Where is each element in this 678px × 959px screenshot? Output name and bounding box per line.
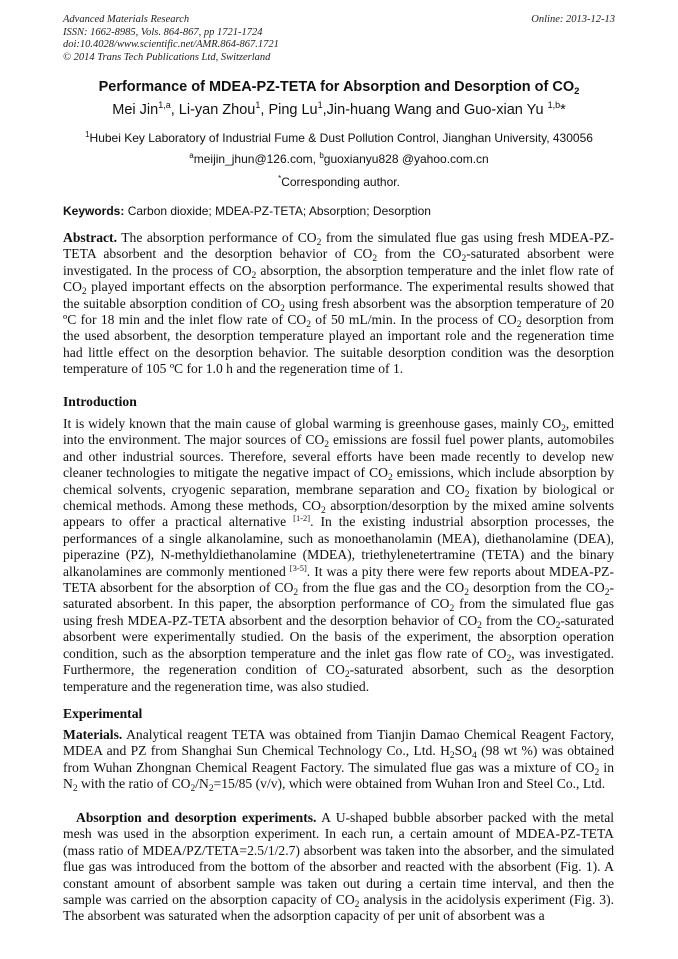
title-main: Performance of MDEA-PZ-TETA for Absorption and Desorption of CO [98, 79, 575, 95]
absorption-paragraph [63, 810, 614, 925]
journal-name: Advanced Materials Research [63, 14, 190, 25]
title-subscript: 2 [574, 86, 580, 97]
author-separator: , [170, 102, 179, 118]
email-mark-b: b [319, 151, 324, 160]
copyright-line: © 2014 Trans Tech Publications Ltd, Switzerland [63, 51, 271, 63]
keywords [63, 203, 623, 219]
keywords-text: Carbon dioxide; MDEA-PZ-TETA; Absorption; Desorption [124, 204, 431, 218]
author-list [40, 100, 638, 120]
introduction-text: It is widely known that the main cause of global warming is greenhouse gases, mainly $CO_2$, emitted into the environment. The major sources of $CO_2$ emissions are fossil fuel power plants, automobiles and other industrial sources. Therefore, several efforts have been made recently to develop new cleaner technologies to mitigate the negative impact of $CO_2$ emissions, which include absorption by chemical solvents, cryogenic separation, membrane separation and $CO_2$ fixation by biological or chemical methods. Among these methods, $CO_2$ absorption/desorption by the mixed amine solvents appears to offer a practical alternative [1-2]. In the existing industrial absorption processes, the performances of a single alkanolamine, such as monoethanolamin (MEA), diethanolamine (DEA), piperazine (PZ), N-methyldiethanolamine (MDEA), triethylenetertramine (TETA) and the binary alkanolamines are commonly mentioned [3-5]. It was a pity there were few reports about MDEA-PZ-TETA absorbent for the absorption of $CO_2$ from the flue gas and the $CO_2$ desorption from the $CO_2$-saturated absorbent. In this paper, the absorption performance of $CO_2$ from the simulated flue gas using fresh MDEA-PZ-TETA absorbent and the desorption behavior of $CO_2$ from the $CO_2$-saturated absorbent were experimentally studied. On the basis of the experiment, the absorption operation condition, such as the absorption temperature and the inlet gas flow rate of $CO_2$, was investigated. Furthermore, the regeneration condition of $CO_2$-saturated absorbent, such as the desorption temperature and the regeneration time, was also studied. [63, 416, 615, 694]
introduction-heading: Introduction [63, 394, 137, 409]
author-name: Li-yan Zhou [178, 102, 256, 118]
issn-line: ISSN: 1662-8985, Vols. 864-867, pp 1721-1724 [63, 26, 263, 38]
materials-text: Analytical reagent TETA was obtained from Tianjin Damao Chemical Reagent Factory, MDEA and PZ from Shanghai Sun Chemical Technology Co., Ltd. $H_2SO_4$ (98 wt %) was obtained from Wuhan Zhongnan Chemical Reagent Factory. The simulated flue gas was a mixture of $CO_2$ in $N_2$ with the ratio of $CO_2/N_2=15/85$ (v/v), which were obtained from Wuhan Iron and Steel Co., Ltd. [63, 727, 615, 795]
absorption-text: A U-shaped bubble absorber packed with the metal mesh was used in the absorption experiment. In each run, a certain amount of MDEA-PZ-TETA (mass ratio of MDEA/PZ/TETA=2.5/1/2.7) absorbent was taken into the absorber, and the simulated flue gas was introduced from the bottom of the absorber and reacted with the absorbent (Fig. 1). A constant amount of absorbent sample was taken out during a certain time interval, and then the sample was carried on the absorption capacity of $CO_2$ analysis in the acidolysis experiment (Fig. 3). The absorbent was saturated when the adsorption capacity of per unit of absorbent was a [63, 810, 615, 924]
author-separator: and [431, 102, 464, 118]
materials-paragraph [63, 727, 614, 793]
corresponding-mark: * [278, 174, 282, 183]
author-affil-mark: 1 [317, 100, 323, 110]
paper-title [40, 78, 638, 96]
email-b: guoxianyu828 @yahoo.com.cn [323, 152, 489, 166]
experimental-heading: Experimental [63, 706, 143, 721]
email-mark-a: a [189, 151, 194, 160]
abstract-label: Abstract. [63, 230, 117, 245]
author-name: Ping Lu [268, 102, 318, 118]
online-date: Online: 2013-12-13 [531, 14, 615, 25]
affiliation-mark: 1 [85, 130, 90, 139]
abstract [63, 230, 614, 378]
affiliation [40, 130, 638, 146]
corresponding-text: Corresponding author. [281, 175, 400, 189]
author-emails [40, 151, 638, 167]
keywords-label: Keywords: [63, 204, 125, 218]
author-name: Guo-xian Yu [463, 102, 544, 118]
author-separator: , [322, 102, 327, 118]
absorption-label: Absorption and desorption experiments. [76, 810, 317, 825]
author-affil-mark: 1,b [547, 100, 561, 110]
author-affil-mark: 1 [255, 100, 261, 110]
author-affil-mark: 1,a [158, 100, 171, 110]
author-name: Jin-huang Wang [326, 102, 432, 118]
email-a: meijin_jhun@126.com, [193, 152, 320, 166]
journal-header [63, 14, 443, 64]
doi-line: doi:10.4028/www.scientific.net/AMR.864-867.1721 [63, 39, 279, 50]
affiliation-text: Hubei Key Laboratory of Industrial Fume & Dust Pollution Control, Jianghan University, 430056 [89, 131, 593, 145]
corresponding-author-note [40, 174, 638, 190]
author-separator: , [260, 102, 269, 118]
corresponding-star: * [560, 102, 566, 118]
abstract-text: The absorption performance of $CO_2$ from the simulated flue gas using fresh MDEA-PZ-TETA absorbent and the desorption behavior of $CO_2$ from the $CO_2$-saturated absorbent were investigated. In the process of $CO_2$ absorption, the absorption temperature and the inlet flow rate of $CO_2$ played important effects on the absorption performance. The experimental results showed that the suitable absorption condition of $CO_2$ using fresh absorbent was the absorption temperature of 20 ºC for 18 min and the inlet flow rate of $CO_2$ of 50 mL/min. In the process of $CO_2$ desorption from the used absorbent, the desorption temperature played an important role and the regeneration time had little effect on the desorption behavior. The suitable desorption condition was the desorption temperature of 105 ºC for 1.0 h and the regeneration time of 1. [63, 230, 615, 377]
materials-label: Materials. [63, 727, 123, 742]
author-name: Mei Jin [112, 102, 159, 118]
